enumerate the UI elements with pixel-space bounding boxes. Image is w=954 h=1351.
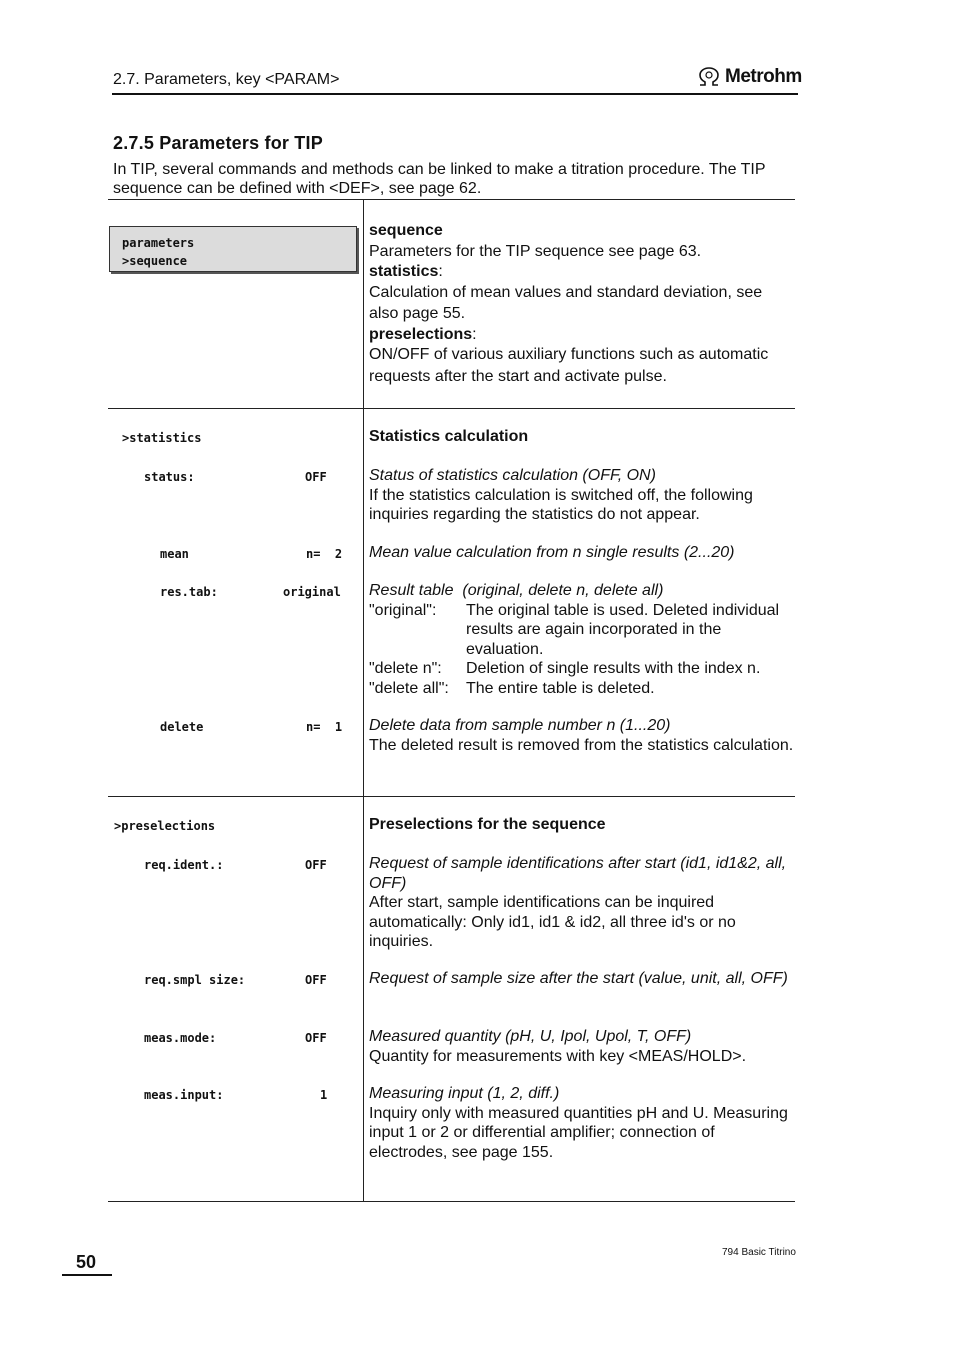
reqident-description [369,854,794,952]
display-line-2: >sequence [122,254,188,268]
reqsmpl-desc: Request of sample size after the start (value, unit, all, OFF) [369,970,788,987]
status-desc: Status of statistics calculation (OFF, ON) [369,467,656,484]
table-bottom-rule [108,1201,795,1202]
display-line-1: parameters [122,236,195,250]
display-screen [109,226,357,272]
param-reqident-value: OFF [305,858,327,872]
preselections-colon: : [472,325,477,343]
product-name: 794 Basic Titrino [722,1247,796,1258]
statistics-heading: Statistics calculation [369,428,529,445]
block1-description [369,221,794,387]
reqident-desc: Request of sample identifications after start (id1, id1&2, all, OFF) [369,855,787,892]
sequence-label: sequence [369,222,443,239]
brand-logo [697,66,802,88]
measinput-description [369,1084,794,1162]
table-rule-1 [108,408,795,409]
measinput-desc: Measuring input (1, 2, diff.) [369,1085,560,1102]
restab-option-text: The original table is used. Deleted individual results are again incorporated in the evaluation. [466,601,780,658]
param-measinput-label: meas.input: [144,1088,224,1102]
restab-option-key: "delete n": [369,660,442,677]
param-reqident-label: req.ident.: [144,858,224,872]
brand-name: Metrohm [725,66,802,87]
menu-preselections: >preselections [114,819,216,833]
section-title: 2.7.5 Parameters for TIP [113,133,323,153]
page-number: 50 [76,1252,97,1272]
restab-option-key: "original": [369,601,437,619]
param-reqsmpl-label: req.smpl size: [144,973,246,987]
restab-option-text: Deletion of single results with the index n. [466,660,761,677]
header-rule [112,93,798,95]
sequence-text: Parameters for the TIP sequence see page 63. [369,242,702,260]
restab-option-key: "delete all": [369,679,449,697]
param-status-label: status: [144,470,195,484]
running-header: 2.7. Parameters, key <PARAM> [113,71,340,88]
param-measinput-value: 1 [320,1088,328,1102]
restab-option [369,601,794,660]
param-restab-value: original [283,585,341,599]
reqident-text: After start, sample identifications can be inquired automatically: Only id1, id1 & id2, all three id's or no inquiries. [369,894,736,950]
delete-text: The deleted result is removed from the statistics calculation. [369,736,794,754]
table-top-rule [108,199,795,200]
statistics-colon: : [438,263,443,280]
param-status-value: OFF [305,470,327,484]
section-intro: In TIP, several commands and methods can be linked to make a titration procedure. The TIP sequence can be defined with <DEF>, see page 62. [113,161,766,197]
restab-option [369,679,794,699]
footer-rule [62,1274,112,1276]
preselections-heading: Preselections for the sequence [369,816,606,833]
omega-icon [697,67,721,87]
preselections-label: preselections [369,325,473,343]
param-measmode-value: OFF [305,1031,327,1045]
statistics-text: Calculation of mean values and standard deviation, see also page 55. [369,283,763,322]
measmode-description [369,1027,794,1066]
restab-option-text: The entire table is deleted. [466,679,655,697]
param-measmode-label: meas.mode: [144,1031,217,1045]
delete-description [369,716,794,755]
status-description [369,466,794,525]
preselections-text: ON/OFF of various auxiliary functions such as automatic requests after the start and activate pulse. [369,346,769,385]
restab-desc: Result table (original, delete n, delete all) [369,582,664,599]
measmode-desc: Measured quantity (pH, U, Ipol, Upol, T, OFF) [369,1028,692,1045]
table-column-divider [363,199,364,1202]
param-delete-label: delete [160,720,204,734]
restab-option [369,659,794,679]
mean-desc: Mean value calculation from n single results (2...20) [369,544,735,561]
param-reqsmpl-value: OFF [305,973,327,987]
param-mean-value: n= 2 [306,547,343,561]
param-mean-label: mean [160,547,189,561]
restab-description [369,581,794,698]
statistics-label: statistics [369,263,439,280]
delete-desc: Delete data from sample number n (1...20) [369,717,671,734]
table-rule-2 [108,796,795,797]
param-delete-value: n= 1 [306,720,343,734]
status-text: If the statistics calculation is switched off, the following inquiries regarding the statistics do not appear. [369,486,753,523]
menu-statistics: >statistics [122,431,202,445]
measmode-text: Quantity for measurements with key <MEAS/HOLD>. [369,1047,747,1065]
param-restab-label: res.tab: [160,585,218,599]
measinput-text: Inquiry only with measured quantities pH and U. Measuring input 1 or 2 or differential amplifier; connection of electrodes, see page 155. [369,1104,788,1161]
